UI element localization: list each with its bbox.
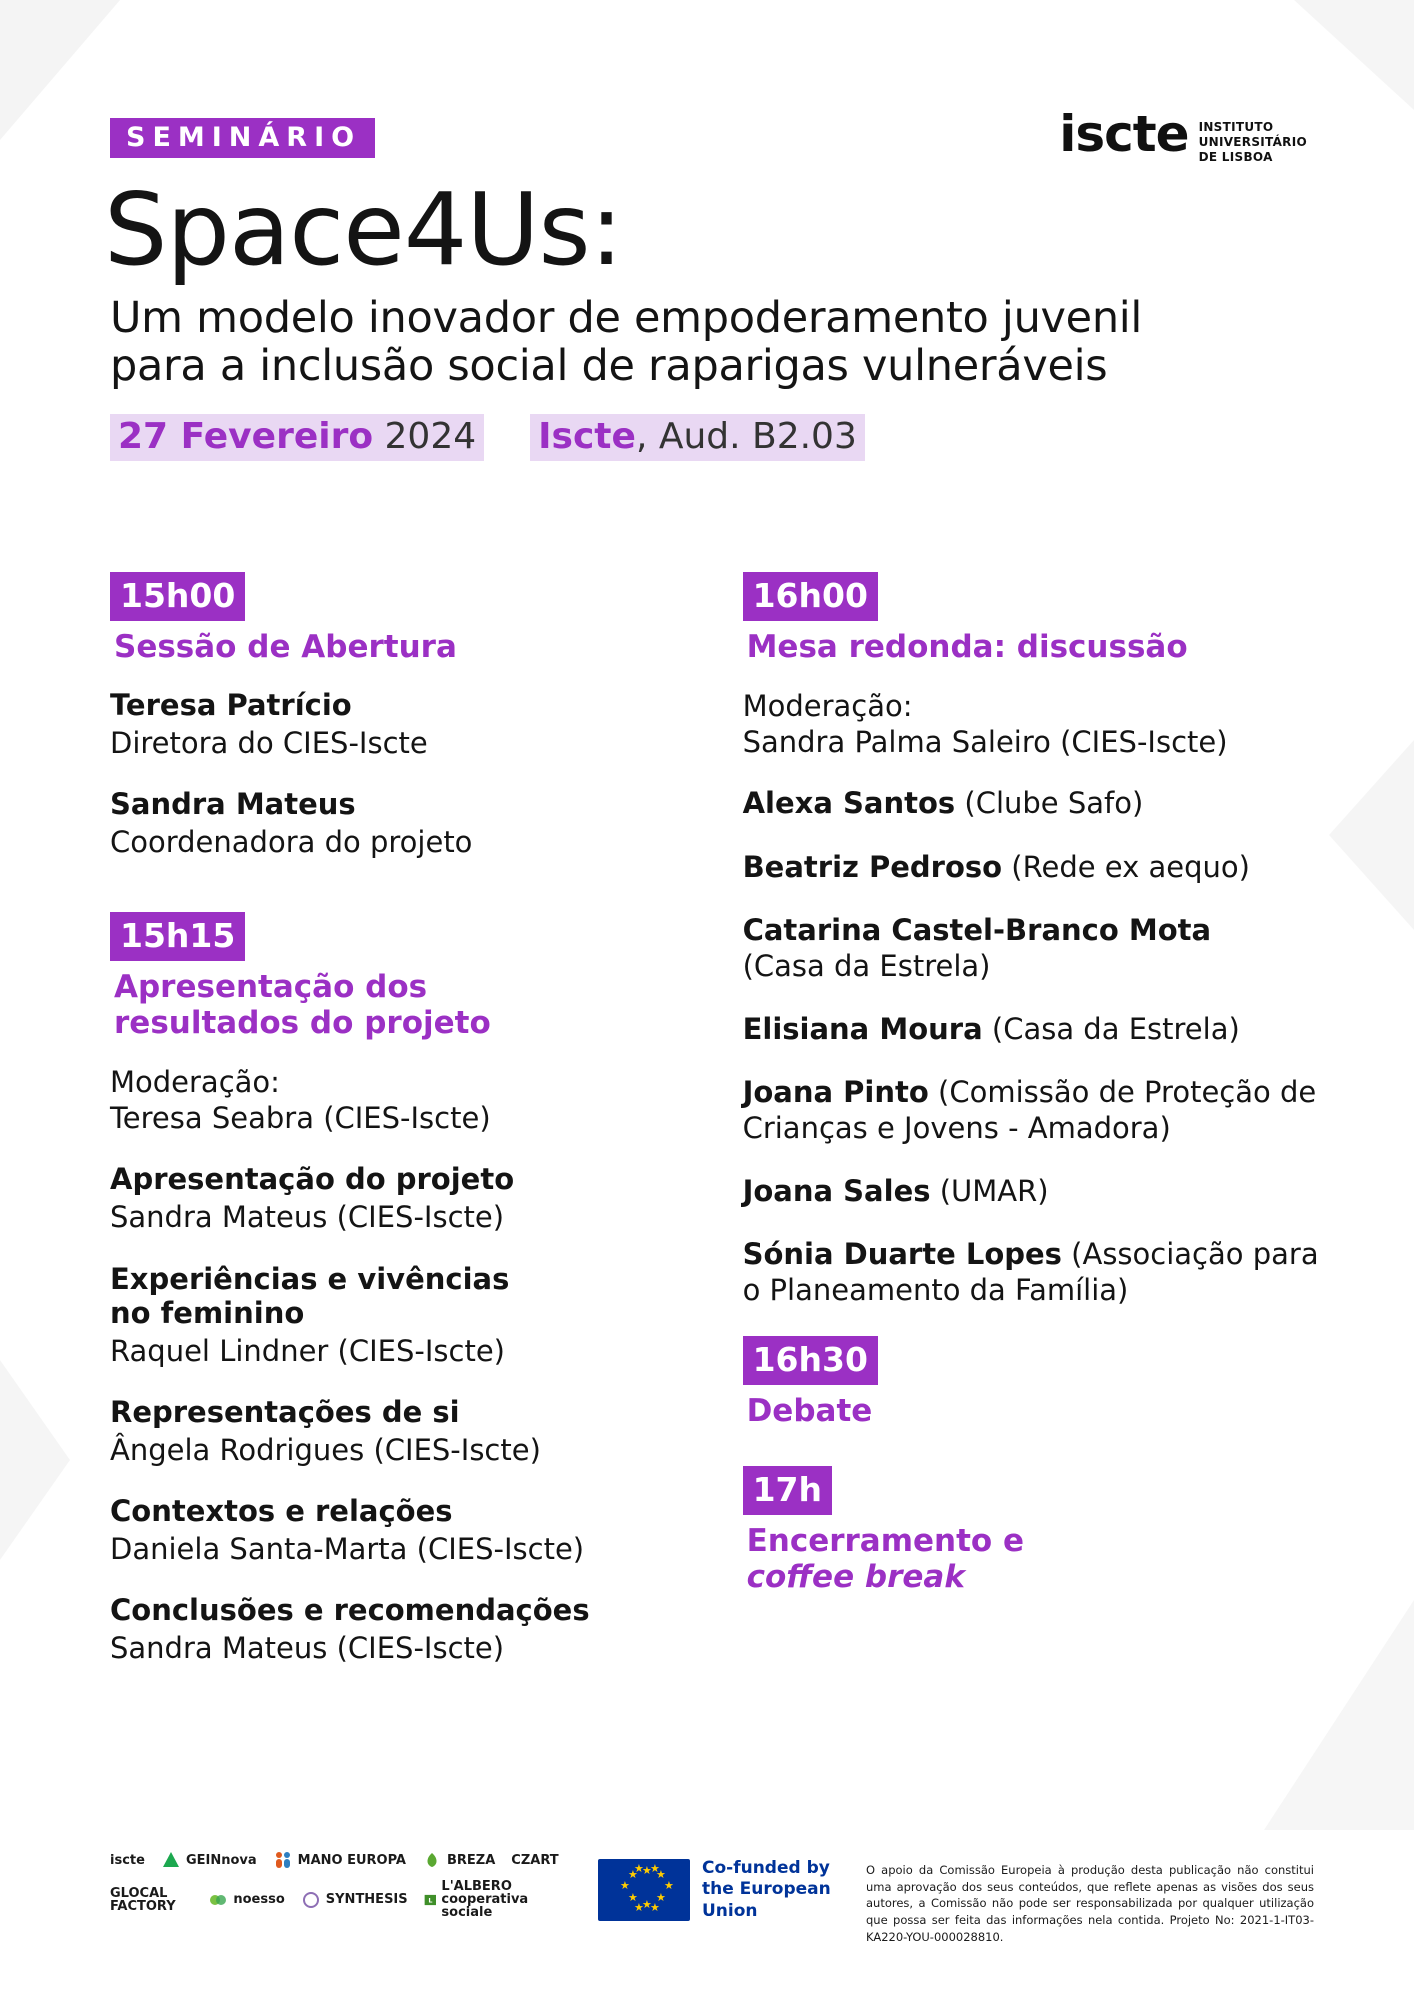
programme-item <box>110 1162 653 1235</box>
session-closing <box>743 1466 1320 1596</box>
session-debate-time: 16h30 <box>743 1336 878 1385</box>
panelist-name: Elisiana Moura <box>742 1011 983 1046</box>
session-results-time: 15h15 <box>110 912 245 961</box>
partner-logo-lalbero <box>424 1880 580 1919</box>
speaker-item <box>110 688 653 761</box>
partner-logo-mano-europa-label: MANO EUROPA <box>297 1852 406 1868</box>
partner-logo-noesso <box>208 1890 284 1910</box>
iscte-logo-sub-line3: DE LISBOA <box>1198 150 1273 164</box>
programme-item-title-line2: no feminino <box>110 1296 305 1331</box>
session-roundtable <box>743 572 1320 1308</box>
panelist-item <box>743 1075 1320 1146</box>
session-closing-heading <box>747 1524 1320 1596</box>
funding-disclaimer: O apoio da Comissão Europeia à produção desta publicação não constitui uma aprovação dos seus conteúdos, que reflete apenas as visões dos seus autores, a Comissão não pode ser responsabilizada por qualquer utilização que possa ser feita das informações nela contida. Projeto No: 2021-1-IT03-KA220-YOU-000028810. <box>866 1863 1314 1944</box>
decorative-triangle-mid-left <box>0 1360 80 1560</box>
eu-flag-icon: ★ ★ ★ ★ ★ ★ ★ ★ ★ ★ ★ ★ <box>598 1859 690 1921</box>
programme-column-right <box>743 572 1320 1666</box>
programme-item <box>110 1593 653 1666</box>
session-opening-time: 15h00 <box>110 572 245 621</box>
programme-item-speaker: Daniela Santa-Marta (CIES-Iscte) <box>110 1532 585 1567</box>
programme-item-title: Conclusões e recomendações <box>110 1593 590 1628</box>
session-opening-heading: Sessão de Abertura <box>114 629 457 665</box>
partner-logos-row-1 <box>110 1850 580 1870</box>
partner-logo-lalbero-label: L'ALBERO cooperativa sociale <box>441 1879 529 1920</box>
partner-logo-glocal-factory-label: GLOCAL FACTORY <box>110 1885 176 1914</box>
panelist-affiliation: (Clube Safo) <box>955 786 1144 821</box>
programme-column-left <box>110 572 653 1666</box>
partner-logo-geinnova-label: GEINnova <box>185 1852 257 1868</box>
panelist-affiliation: (UMAR) <box>930 1174 1049 1209</box>
programme-item-title: Representações de si <box>110 1395 460 1430</box>
panelist-name: Beatriz Pedroso <box>742 849 1003 884</box>
moderation-block <box>743 688 1320 761</box>
programme-item-title-line1: Experiências e vivências <box>110 1261 510 1296</box>
iscte-logo-sub-line1: INSTITUTO <box>1198 120 1274 134</box>
programme-item-speaker: Sandra Mateus (CIES-Iscte) <box>110 1631 505 1666</box>
panelist-item <box>743 1174 1320 1209</box>
event-when-where <box>110 414 1310 461</box>
programme-item-speaker: Ângela Rodrigues (CIES-Iscte) <box>110 1433 541 1468</box>
event-place-room: , Aud. B2.03 <box>635 416 857 458</box>
partner-logo-iscte-label: iscte <box>110 1852 145 1868</box>
mano-europa-icon <box>273 1850 293 1870</box>
partner-logos-row-2 <box>110 1880 580 1919</box>
partner-logo-czart-label: CZART <box>511 1852 559 1868</box>
moderation-block <box>110 1064 653 1137</box>
geinnova-icon <box>161 1850 181 1870</box>
partner-logo-czart <box>511 1854 558 1867</box>
panelist-name: Joana Sales <box>742 1174 931 1209</box>
speaker-name: Teresa Patrício <box>110 687 352 722</box>
synthesis-icon <box>301 1890 321 1910</box>
panelist-name: Alexa Santos <box>742 786 956 821</box>
moderation-label: Moderação: <box>742 688 913 723</box>
partner-logo-geinnova <box>161 1850 257 1870</box>
panelist-affiliation: (Rede ex aequo) <box>1002 849 1250 884</box>
partner-logos <box>110 1836 580 1919</box>
noesso-icon <box>208 1890 228 1910</box>
moderation-name: Teresa Seabra (CIES-Iscte) <box>110 1101 491 1136</box>
panelist-affiliation: (Associação para o Planeamento da Família) <box>742 1237 1319 1307</box>
panelist-item <box>743 850 1320 885</box>
iscte-logo <box>1059 105 1307 165</box>
partner-logo-breza-label: BREZA <box>447 1852 496 1868</box>
panelist-affiliation: (Casa da Estrela) <box>982 1011 1240 1046</box>
breza-icon <box>422 1850 442 1870</box>
session-results <box>110 912 653 1666</box>
partner-logo-glocal-factory <box>110 1887 192 1913</box>
speaker-role: Diretora do CIES-Iscte <box>110 725 428 760</box>
iscte-logo-subtitle <box>1199 112 1307 165</box>
programme-item <box>110 1262 653 1370</box>
iscte-logo-sub-line2: UNIVERSITÁRIO <box>1198 135 1307 149</box>
speaker-role: Coordenadora do projeto <box>110 824 473 859</box>
partner-logo-breza <box>422 1850 495 1870</box>
panelist-item <box>743 786 1320 821</box>
panelist-name: Sónia Duarte Lopes <box>742 1237 1062 1272</box>
panelist-item <box>743 1237 1320 1308</box>
moderation-name: Sandra Palma Saleiro (CIES-Iscte) <box>742 725 1228 760</box>
decorative-triangle-top-right <box>1254 0 1414 120</box>
session-closing-heading-line2: coffee break <box>746 1559 965 1596</box>
moderation-label: Moderação: <box>110 1064 280 1099</box>
partner-logo-mano-europa <box>273 1850 406 1870</box>
session-debate-heading: Debate <box>746 1393 873 1430</box>
event-date-year: 2024 <box>384 416 477 458</box>
panelist-item <box>743 1012 1320 1047</box>
eu-funding-text <box>702 1858 848 1922</box>
svg-text:L: L <box>427 1896 433 1905</box>
session-debate <box>743 1336 1320 1430</box>
iscte-logo-wordmark: iscte <box>1059 105 1189 163</box>
session-opening <box>110 572 653 860</box>
eu-funding-line1: Co-funded by <box>702 1858 830 1878</box>
panelist-name: Joana Pinto <box>742 1075 929 1110</box>
eu-funding-badge <box>598 1836 848 1922</box>
poster-header <box>104 105 1310 461</box>
decorative-triangle-mid-right <box>1324 740 1414 930</box>
page-title: Space4Us: <box>104 171 623 288</box>
session-closing-time: 17h <box>743 1466 832 1515</box>
page-subtitle <box>110 294 1310 390</box>
programme-item <box>110 1494 653 1567</box>
session-closing-heading-line1: Encerramento e <box>746 1523 1025 1560</box>
partner-logo-iscte <box>110 1854 145 1867</box>
poster-footer <box>0 1820 1414 2000</box>
session-results-heading <box>114 970 653 1042</box>
programme-item-title: Apresentação do projeto <box>110 1162 515 1197</box>
programme-item-title: Contextos e relações <box>110 1494 453 1529</box>
event-date-bold: 27 Fevereiro <box>118 416 374 458</box>
programme-columns <box>110 572 1320 1666</box>
event-place-bold: Iscte <box>538 416 636 458</box>
speaker-name: Sandra Mateus <box>110 787 356 821</box>
panelist-name: Catarina Castel-Branco Mota <box>742 913 1212 948</box>
partner-logo-noesso-label: noesso <box>233 1892 285 1907</box>
event-place <box>530 414 865 461</box>
partner-logo-synthesis <box>301 1890 408 1910</box>
session-roundtable-time: 16h00 <box>743 572 878 621</box>
programme-item-speaker: Raquel Lindner (CIES-Iscte) <box>110 1334 505 1369</box>
partner-logo-synthesis-label: SYNTHESIS <box>325 1892 408 1907</box>
panelist-item <box>743 913 1320 984</box>
panelist-affiliation: (Casa da Estrela) <box>742 948 991 983</box>
page-subtitle-line2: para a inclusão social de raparigas vulneráveis <box>110 341 1108 392</box>
programme-item-speaker: Sandra Mateus (CIES-Iscte) <box>110 1200 505 1235</box>
seminar-tag: SEMINÁRIO <box>110 118 375 158</box>
eu-funding-line2: the European Union <box>702 1879 831 1921</box>
session-results-heading-line2: resultados do projeto <box>114 1005 491 1041</box>
session-roundtable-heading: Mesa redonda: discussão <box>746 629 1188 665</box>
session-results-heading-line1: Apresentação dos <box>114 969 428 1006</box>
programme-item <box>110 1395 653 1468</box>
event-date <box>110 414 484 461</box>
panelist-affiliation: (Comissão de Proteção de Crianças e Jovens - Amadora) <box>742 1075 1317 1145</box>
page-subtitle-line1: Um modelo inovador de empoderamento juvenil <box>110 293 1143 343</box>
lalbero-icon <box>424 1890 437 1910</box>
speaker-item <box>110 787 653 860</box>
spacer <box>110 886 653 912</box>
